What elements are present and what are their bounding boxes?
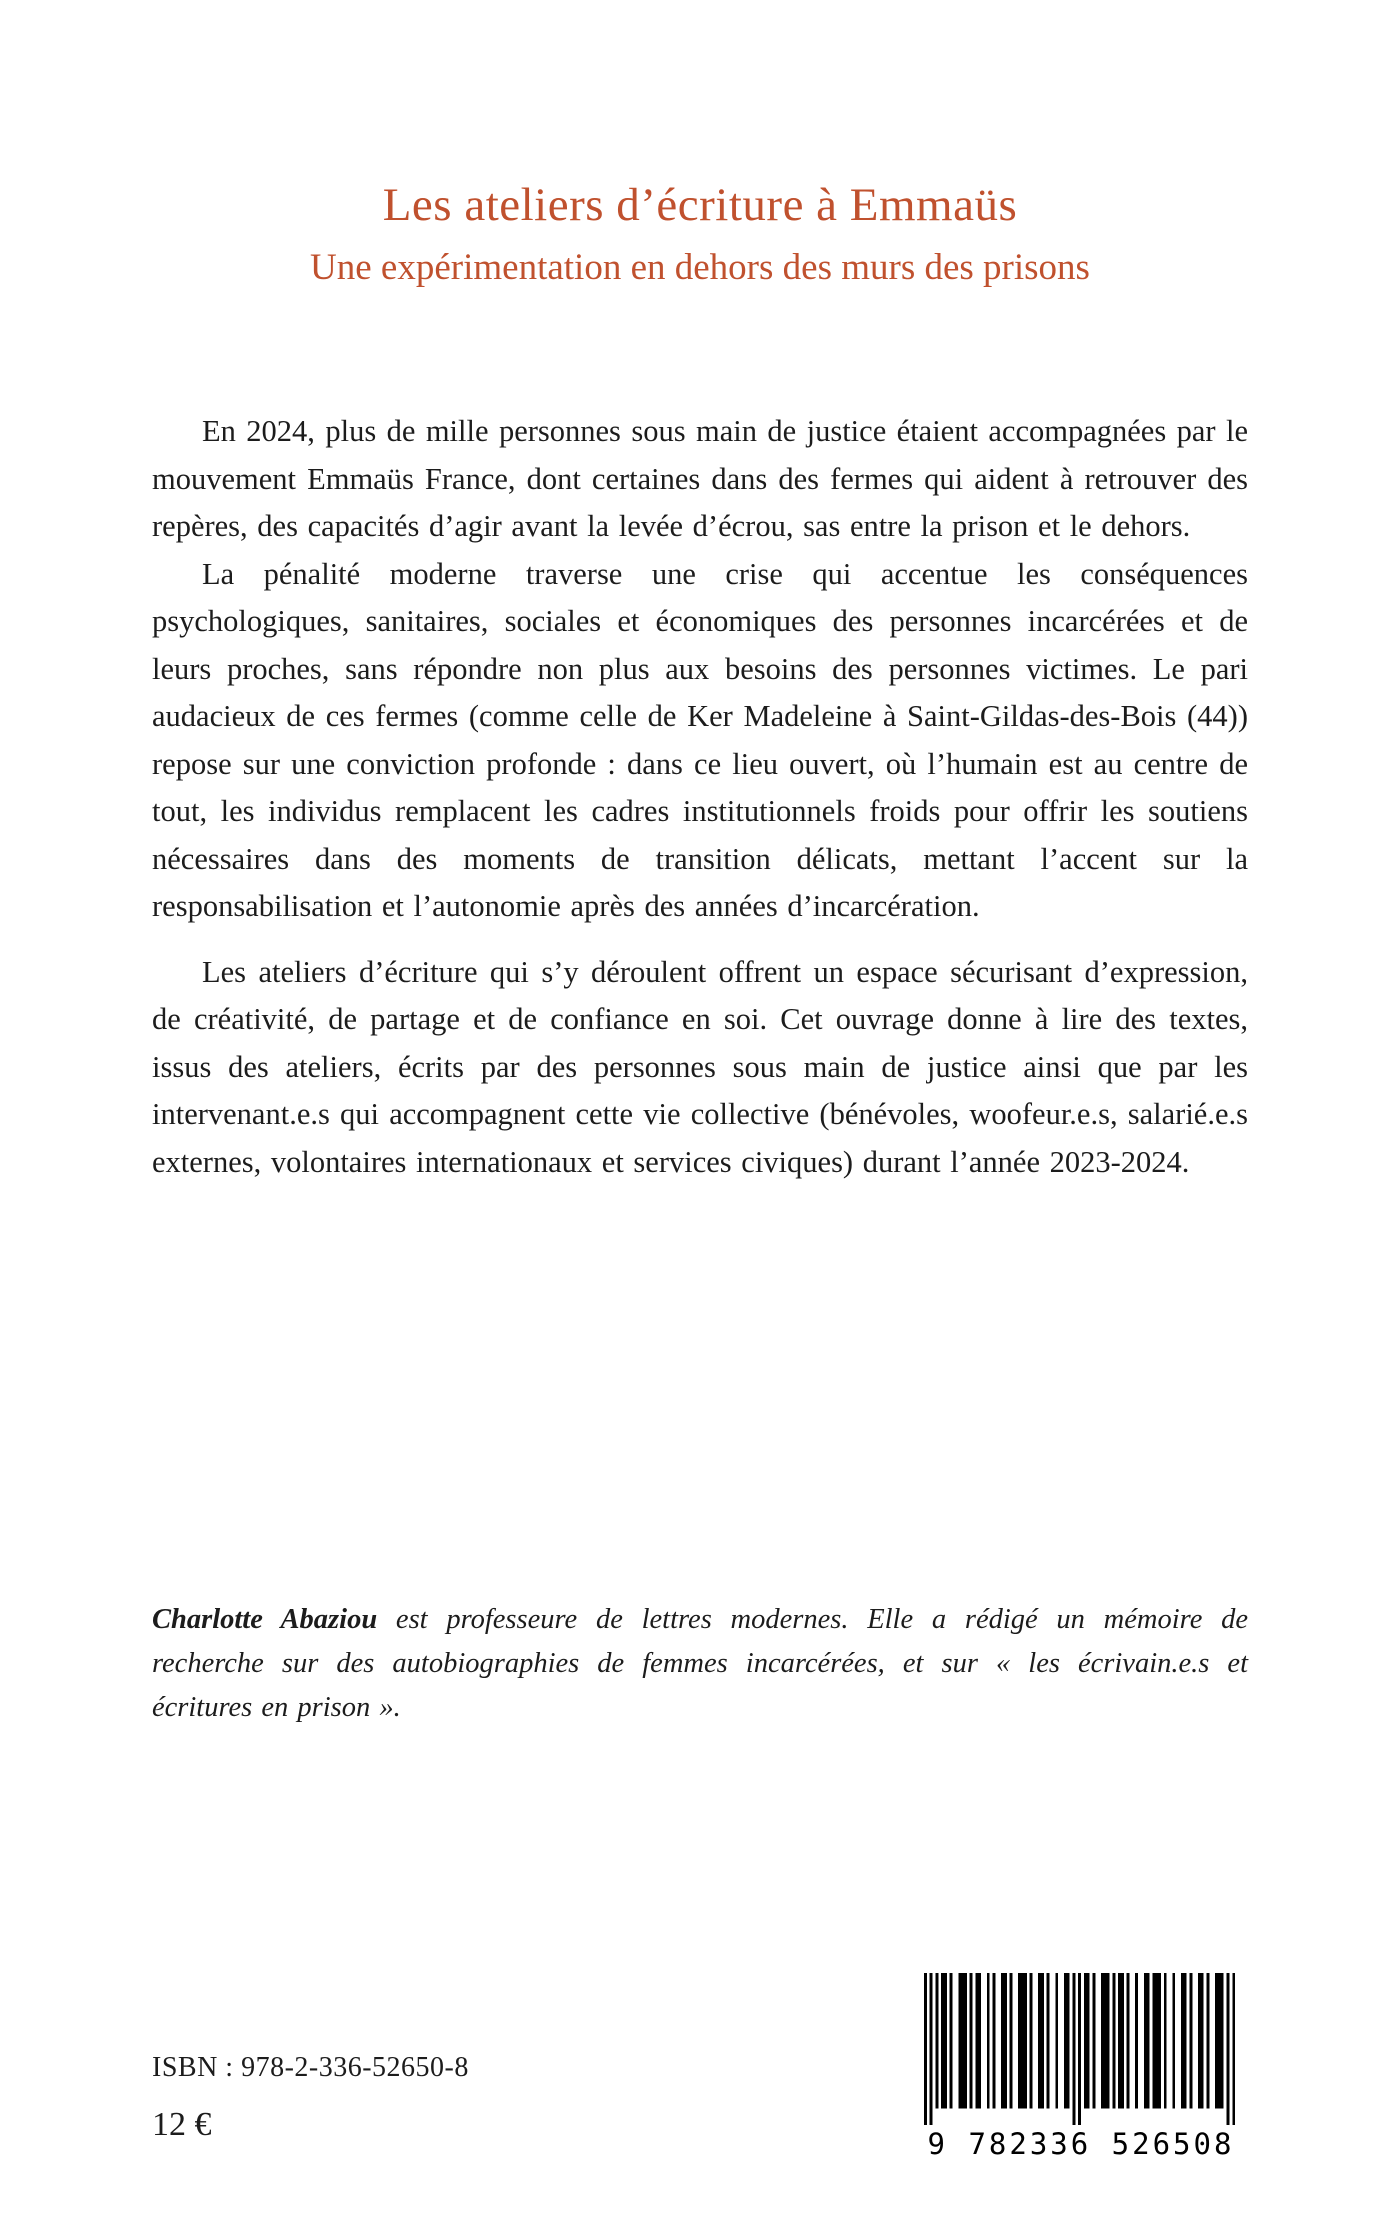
title-block [0,178,1400,289]
barcode-bars-image [924,1973,1238,2125]
author-bio-text: est professeure de lettres modernes. Elle a rédigé un mémoire de recherche sur des autobiographies de femmes incarcérées, et sur « les écrivain.e.s et écritures en prison ». [152,1604,1248,1723]
book-title: Les ateliers d’écriture à Emmaüs [382,179,1018,231]
barcode [924,1973,1238,2161]
isbn-text: ISBN : 978-2-336-52650-8 [152,2052,469,2083]
author-name: Charlotte Abaziou [152,1604,378,1635]
paragraph-1: En 2024, plus de mille personnes sous main de justice étaient accompagnées par le mouvement Emmaüs France, dont certaines dans des fermes qui aident à retrouver des repères, des capacités d’agir avant la levée d’écrou, sas entre la prison et le dehors. [152,414,1248,543]
price-text: 12 € [152,2106,212,2143]
paragraph-3: Les ateliers d’écriture qui s’y déroulent offrent un espace sécurisant d’expression, de créativité, de partage et de confiance en soi. Cet ouvrage donne à lire des textes, issus des ateliers, écrits par des personnes sous main de justice ainsi que par les intervenant.e.s qui accompagnent cette vie collective (bénévoles, woofeur.e.s, salarié.e.s externes, volontaires internationaux et services civiques) durant l’année 2023-2024. [152,954,1248,1179]
author-bio [152,1598,1248,1730]
book-subtitle: Une expérimentation en dehors des murs des prisons [310,247,1090,288]
paragraph-2: La pénalité moderne traverse une crise qui accentue les conséquences psychologiques, sanitaires, sociales et économiques des personnes incarcérées et de leurs proches, sans répondre non plus aux besoins des personnes victimes. Le pari audacieux de ces fermes (comme celle de Ker Madeleine à Saint-Gildas-des-Bois (44)) repose sur une conviction profonde : dans ce lieu ouvert, où l’humain est au centre de tout, les individus remplacent les cadres institutionnels froids pour offrir les soutiens nécessaires dans des moments de transition délicats, mettant l’accent sur la responsabilisation et l’autonomie après des années d’incarcération. [152,556,1248,923]
barcode-digits: 9 782336 526508 [927,2127,1235,2161]
back-cover-text [152,408,1248,1186]
